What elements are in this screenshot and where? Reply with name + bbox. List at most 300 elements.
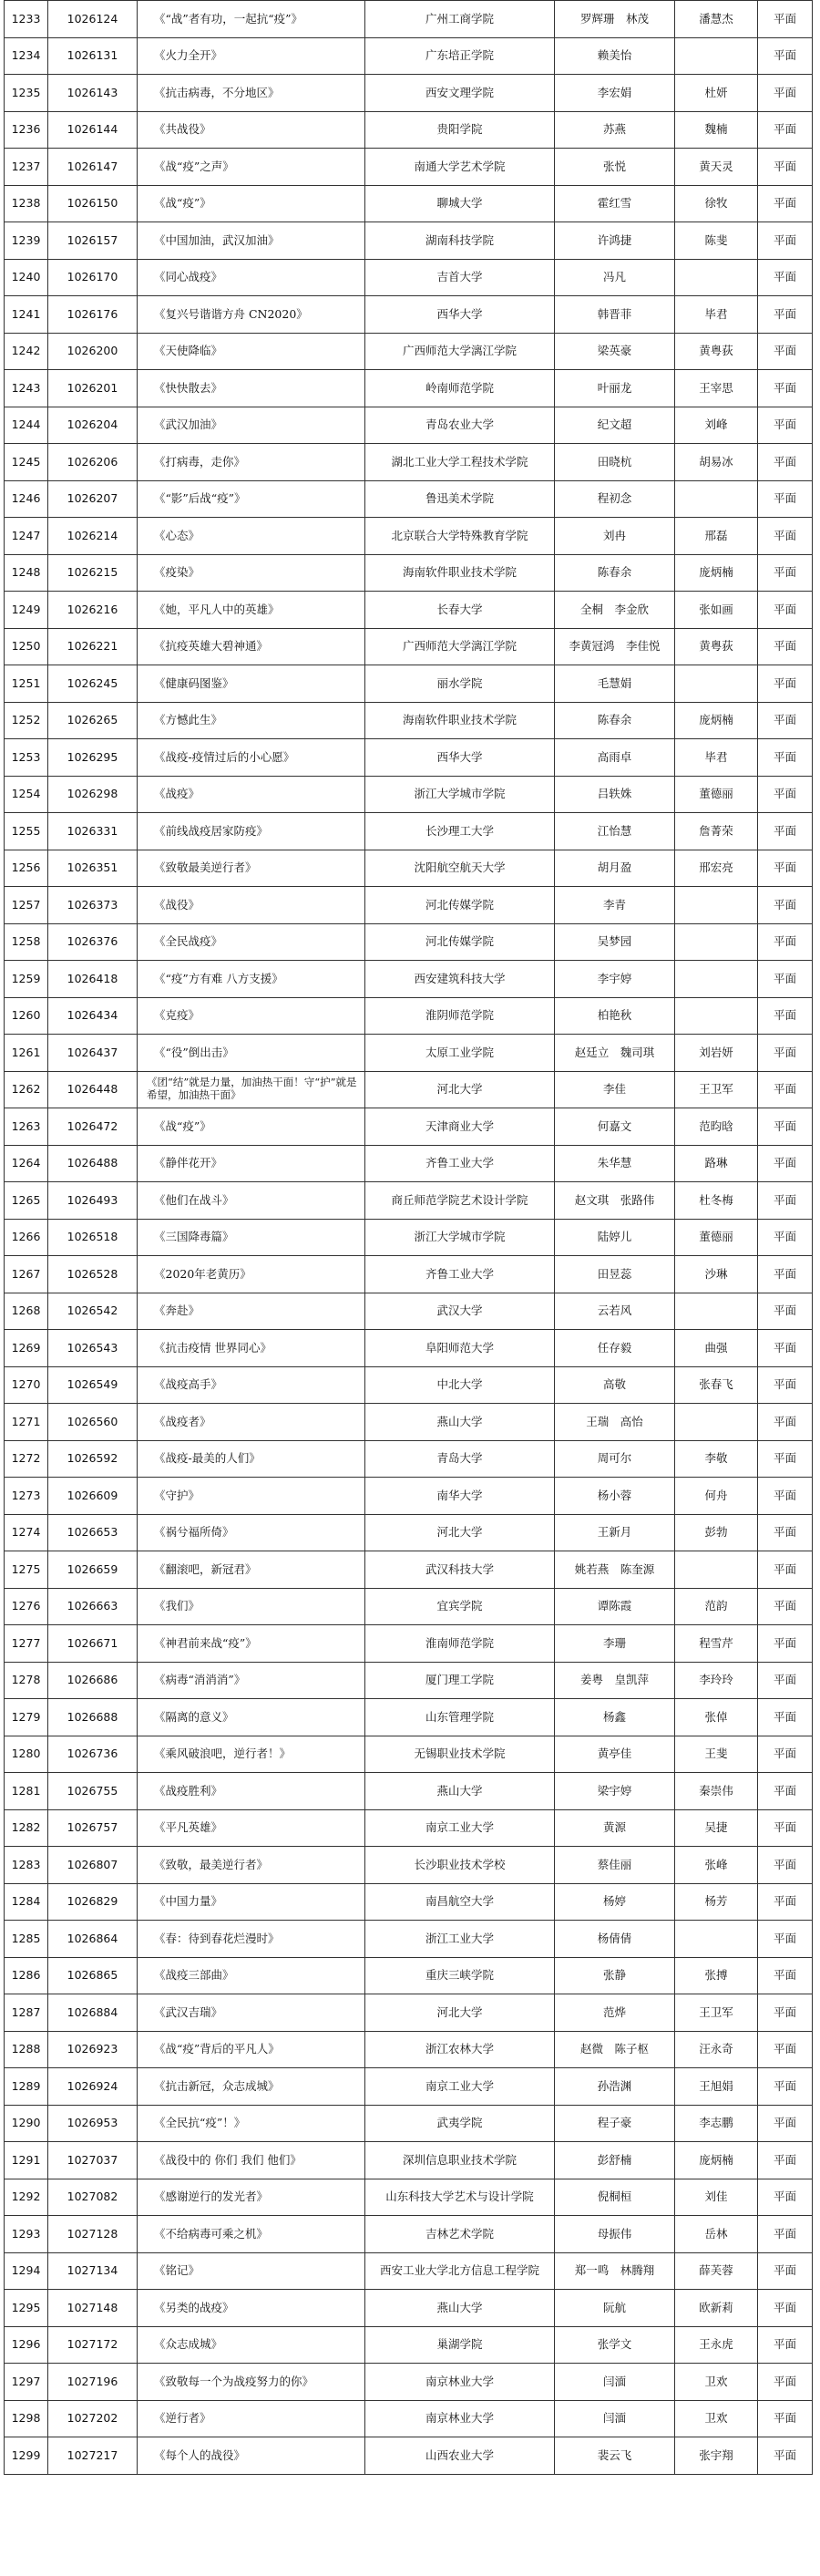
category: 平面 bbox=[758, 1736, 813, 1773]
work-title: 《祸兮福所倚》 bbox=[138, 1514, 365, 1551]
category: 平面 bbox=[758, 2142, 813, 2179]
work-title: 《抗疫英雄大碧神通》 bbox=[138, 628, 365, 665]
table-row bbox=[5, 75, 813, 112]
table-row bbox=[5, 2326, 813, 2364]
category: 平面 bbox=[758, 850, 813, 887]
author-names: 赵微 陈子枢 bbox=[555, 2031, 675, 2068]
entry-id: 1026245 bbox=[48, 665, 138, 703]
category: 平面 bbox=[758, 111, 813, 149]
row-number: 1250 bbox=[5, 628, 48, 665]
school-name: 武汉大学 bbox=[365, 1293, 555, 1330]
entry-id: 1026144 bbox=[48, 111, 138, 149]
table-row bbox=[5, 850, 813, 887]
advisor-name: 吴捷 bbox=[675, 1809, 758, 1847]
school-name: 中北大学 bbox=[365, 1366, 555, 1404]
entry-id: 1026736 bbox=[48, 1736, 138, 1773]
table-row bbox=[5, 259, 813, 296]
author-names: 何嘉文 bbox=[555, 1108, 675, 1146]
table-row bbox=[5, 185, 813, 222]
entry-id: 1027148 bbox=[48, 2290, 138, 2327]
row-number: 1266 bbox=[5, 1219, 48, 1256]
work-title: 《战“疫”背后的平凡人》 bbox=[138, 2031, 365, 2068]
author-names: 梁英豪 bbox=[555, 333, 675, 370]
row-number: 1296 bbox=[5, 2326, 48, 2364]
entry-id: 1026549 bbox=[48, 1366, 138, 1404]
row-number: 1291 bbox=[5, 2142, 48, 2179]
category: 平面 bbox=[758, 628, 813, 665]
advisor-name: 庞炳楠 bbox=[675, 2142, 758, 2179]
category: 平面 bbox=[758, 997, 813, 1035]
entry-id: 1026757 bbox=[48, 1809, 138, 1847]
author-names: 赵文琪 张路伟 bbox=[555, 1182, 675, 1220]
school-name: 湖北工业大学工程技术学院 bbox=[365, 444, 555, 481]
category: 平面 bbox=[758, 2252, 813, 2290]
school-name: 阜阳师范大学 bbox=[365, 1330, 555, 1367]
advisor-name bbox=[675, 923, 758, 961]
work-title: 《战疫》 bbox=[138, 776, 365, 813]
advisor-name bbox=[675, 665, 758, 703]
entry-id: 1026150 bbox=[48, 185, 138, 222]
work-title: 《我们》 bbox=[138, 1588, 365, 1625]
work-title: 《快快散去》 bbox=[138, 370, 365, 407]
advisor-name: 毕君 bbox=[675, 296, 758, 334]
category: 平面 bbox=[758, 1809, 813, 1847]
category: 平面 bbox=[758, 887, 813, 924]
advisor-name: 范昀晗 bbox=[675, 1108, 758, 1146]
advisor-name bbox=[675, 480, 758, 518]
school-name: 山东管理学院 bbox=[365, 1699, 555, 1736]
author-names: 刘冉 bbox=[555, 518, 675, 555]
work-title: 《奔赴》 bbox=[138, 1293, 365, 1330]
author-names: 赵廷立 魏司琪 bbox=[555, 1035, 675, 1072]
advisor-name: 邢磊 bbox=[675, 518, 758, 555]
table-row bbox=[5, 961, 813, 998]
entry-id: 1026200 bbox=[48, 333, 138, 370]
row-number: 1249 bbox=[5, 592, 48, 629]
category: 平面 bbox=[758, 1921, 813, 1958]
entry-id: 1026437 bbox=[48, 1035, 138, 1072]
entry-id: 1026214 bbox=[48, 518, 138, 555]
entry-id: 1026518 bbox=[48, 1219, 138, 1256]
entry-id: 1026884 bbox=[48, 1994, 138, 2032]
table-row bbox=[5, 1145, 813, 1182]
work-title: 《铭记》 bbox=[138, 2252, 365, 2290]
school-name: 浙江大学城市学院 bbox=[365, 1219, 555, 1256]
table-row bbox=[5, 2179, 813, 2216]
category: 平面 bbox=[758, 813, 813, 850]
category: 平面 bbox=[758, 2326, 813, 2364]
advisor-name: 张峰 bbox=[675, 1847, 758, 1884]
entry-id: 1026351 bbox=[48, 850, 138, 887]
table-row bbox=[5, 997, 813, 1035]
advisor-name: 李志鹏 bbox=[675, 2105, 758, 2142]
table-row bbox=[5, 1478, 813, 1515]
work-title: 《翻滚吧，新冠君》 bbox=[138, 1551, 365, 1589]
advisor-name: 王旭娟 bbox=[675, 2068, 758, 2106]
category: 平面 bbox=[758, 149, 813, 186]
table-row bbox=[5, 1330, 813, 1367]
category: 平面 bbox=[758, 480, 813, 518]
row-number: 1276 bbox=[5, 1588, 48, 1625]
school-name: 山西农业大学 bbox=[365, 2437, 555, 2475]
row-number: 1268 bbox=[5, 1293, 48, 1330]
work-title: 《致敬最美逆行者》 bbox=[138, 850, 365, 887]
work-title: 《武汉加油》 bbox=[138, 407, 365, 444]
table-row bbox=[5, 1736, 813, 1773]
table-row bbox=[5, 554, 813, 592]
school-name: 聊城大学 bbox=[365, 185, 555, 222]
advisor-name: 胡易冰 bbox=[675, 444, 758, 481]
table-row bbox=[5, 1883, 813, 1921]
table-row bbox=[5, 1551, 813, 1589]
work-title: 《战役》 bbox=[138, 887, 365, 924]
author-names: 柏艳秋 bbox=[555, 997, 675, 1035]
work-title: 《共战役》 bbox=[138, 111, 365, 149]
school-name: 长沙职业技术学校 bbox=[365, 1847, 555, 1884]
work-title: 《平凡英雄》 bbox=[138, 1809, 365, 1847]
work-title: 《致敬每一个为战疫努力的你》 bbox=[138, 2364, 365, 2401]
row-number: 1237 bbox=[5, 149, 48, 186]
row-number: 1271 bbox=[5, 1404, 48, 1441]
author-names: 李黄冠鸿 李佳悦 bbox=[555, 628, 675, 665]
advisor-name bbox=[675, 1921, 758, 1958]
table-row bbox=[5, 2105, 813, 2142]
author-names: 冯凡 bbox=[555, 259, 675, 296]
row-number: 1289 bbox=[5, 2068, 48, 2106]
row-number: 1251 bbox=[5, 665, 48, 703]
category: 平面 bbox=[758, 702, 813, 739]
work-title: 《战疫高手》 bbox=[138, 1366, 365, 1404]
school-name: 河北传媒学院 bbox=[365, 923, 555, 961]
row-number: 1258 bbox=[5, 923, 48, 961]
category: 平面 bbox=[758, 1108, 813, 1146]
author-names: 程初念 bbox=[555, 480, 675, 518]
advisor-name: 庞炳楠 bbox=[675, 702, 758, 739]
advisor-name: 黄天灵 bbox=[675, 149, 758, 186]
school-name: 淮南师范学院 bbox=[365, 1625, 555, 1663]
row-number: 1283 bbox=[5, 1847, 48, 1884]
entry-id: 1026265 bbox=[48, 702, 138, 739]
entry-id: 1026923 bbox=[48, 2031, 138, 2068]
advisor-name bbox=[675, 259, 758, 296]
school-name: 岭南师范学院 bbox=[365, 370, 555, 407]
entry-id: 1026688 bbox=[48, 1699, 138, 1736]
work-title: 《战疫者》 bbox=[138, 1404, 365, 1441]
work-title: 《每个人的战役》 bbox=[138, 2437, 365, 2475]
row-number: 1235 bbox=[5, 75, 48, 112]
category: 平面 bbox=[758, 1, 813, 38]
school-name: 齐鲁工业大学 bbox=[365, 1145, 555, 1182]
row-number: 1238 bbox=[5, 185, 48, 222]
entry-id: 1026659 bbox=[48, 1551, 138, 1589]
advisor-name: 杨芳 bbox=[675, 1883, 758, 1921]
row-number: 1233 bbox=[5, 1, 48, 38]
row-number: 1294 bbox=[5, 2252, 48, 2290]
entry-id: 1026542 bbox=[48, 1293, 138, 1330]
category: 平面 bbox=[758, 1219, 813, 1256]
row-number: 1281 bbox=[5, 1773, 48, 1810]
work-title: 《“役”倒出击》 bbox=[138, 1035, 365, 1072]
work-title: 《武汉吉瑞》 bbox=[138, 1994, 365, 2032]
category: 平面 bbox=[758, 1293, 813, 1330]
category: 平面 bbox=[758, 1662, 813, 1699]
category: 平面 bbox=[758, 2105, 813, 2142]
row-number: 1267 bbox=[5, 1256, 48, 1293]
school-name: 齐鲁工业大学 bbox=[365, 1256, 555, 1293]
entry-id: 1026373 bbox=[48, 887, 138, 924]
work-title: 《战“疫”》 bbox=[138, 1108, 365, 1146]
category: 平面 bbox=[758, 444, 813, 481]
work-title: 《乘风破浪吧，逆行者！》 bbox=[138, 1736, 365, 1773]
entry-id: 1027202 bbox=[48, 2400, 138, 2437]
row-number: 1286 bbox=[5, 1957, 48, 1994]
work-title: 《2020年老黄历》 bbox=[138, 1256, 365, 1293]
school-name: 南京林业大学 bbox=[365, 2400, 555, 2437]
category: 平面 bbox=[758, 1699, 813, 1736]
table-row bbox=[5, 111, 813, 149]
entry-id: 1026143 bbox=[48, 75, 138, 112]
entry-id: 1026560 bbox=[48, 1404, 138, 1441]
row-number: 1245 bbox=[5, 444, 48, 481]
entry-id: 1026176 bbox=[48, 296, 138, 334]
school-name: 广西师范大学漓江学院 bbox=[365, 628, 555, 665]
advisor-name: 杜妍 bbox=[675, 75, 758, 112]
row-number: 1241 bbox=[5, 296, 48, 334]
category: 平面 bbox=[758, 1773, 813, 1810]
school-name: 燕山大学 bbox=[365, 1404, 555, 1441]
advisor-name: 李玲玲 bbox=[675, 1662, 758, 1699]
school-name: 广西师范大学漓江学院 bbox=[365, 333, 555, 370]
author-names: 杨鑫 bbox=[555, 1699, 675, 1736]
advisor-name: 王卫军 bbox=[675, 1994, 758, 2032]
entry-id: 1026207 bbox=[48, 480, 138, 518]
school-name: 燕山大学 bbox=[365, 1773, 555, 1810]
entry-id: 1026592 bbox=[48, 1440, 138, 1478]
row-number: 1284 bbox=[5, 1883, 48, 1921]
advisor-name: 黄粤荻 bbox=[675, 333, 758, 370]
advisor-name: 魏楠 bbox=[675, 111, 758, 149]
advisor-name: 王宰思 bbox=[675, 370, 758, 407]
table-row bbox=[5, 1219, 813, 1256]
category: 平面 bbox=[758, 961, 813, 998]
advisor-name: 李敬 bbox=[675, 1440, 758, 1478]
school-name: 青岛农业大学 bbox=[365, 407, 555, 444]
entry-id: 1026671 bbox=[48, 1625, 138, 1663]
table-row bbox=[5, 1514, 813, 1551]
row-number: 1262 bbox=[5, 1071, 48, 1108]
work-title: 《中国加油，武汉加油》 bbox=[138, 222, 365, 260]
work-title: 《“疫”方有难 八方支援》 bbox=[138, 961, 365, 998]
category: 平面 bbox=[758, 554, 813, 592]
work-title: 《隔离的意义》 bbox=[138, 1699, 365, 1736]
advisor-name: 张搏 bbox=[675, 1957, 758, 1994]
advisor-name: 邢宏亮 bbox=[675, 850, 758, 887]
table-row bbox=[5, 333, 813, 370]
table-row bbox=[5, 1773, 813, 1810]
author-names: 闫湎 bbox=[555, 2364, 675, 2401]
work-title: 《致敬，最美逆行者》 bbox=[138, 1847, 365, 1884]
advisor-name: 路琳 bbox=[675, 1145, 758, 1182]
school-name: 厦门理工学院 bbox=[365, 1662, 555, 1699]
row-number: 1265 bbox=[5, 1182, 48, 1220]
row-number: 1297 bbox=[5, 2364, 48, 2401]
author-names: 高雨卓 bbox=[555, 739, 675, 777]
row-number: 1247 bbox=[5, 518, 48, 555]
school-name: 吉林艺术学院 bbox=[365, 2216, 555, 2253]
entry-id: 1026418 bbox=[48, 961, 138, 998]
table-row bbox=[5, 739, 813, 777]
row-number: 1278 bbox=[5, 1662, 48, 1699]
entry-id: 1026609 bbox=[48, 1478, 138, 1515]
school-name: 海南软件职业技术学院 bbox=[365, 554, 555, 592]
row-number: 1282 bbox=[5, 1809, 48, 1847]
author-names: 程子豪 bbox=[555, 2105, 675, 2142]
school-name: 宜宾学院 bbox=[365, 1588, 555, 1625]
table-row bbox=[5, 222, 813, 260]
school-name: 南京工业大学 bbox=[365, 1809, 555, 1847]
table-row bbox=[5, 1921, 813, 1958]
school-name: 丽水学院 bbox=[365, 665, 555, 703]
category: 平面 bbox=[758, 2179, 813, 2216]
author-names: 田昱蕊 bbox=[555, 1256, 675, 1293]
work-title: 《静伴花开》 bbox=[138, 1145, 365, 1182]
author-names: 郑一鸣 林腾翔 bbox=[555, 2252, 675, 2290]
entry-id: 1026434 bbox=[48, 997, 138, 1035]
row-number: 1279 bbox=[5, 1699, 48, 1736]
table-row bbox=[5, 407, 813, 444]
work-title: 《战“疫”》 bbox=[138, 185, 365, 222]
entry-id: 1026295 bbox=[48, 739, 138, 777]
school-name: 河北传媒学院 bbox=[365, 887, 555, 924]
entry-id: 1026157 bbox=[48, 222, 138, 260]
entry-id: 1026215 bbox=[48, 554, 138, 592]
category: 平面 bbox=[758, 1478, 813, 1515]
category: 平面 bbox=[758, 259, 813, 296]
advisor-name: 董德丽 bbox=[675, 776, 758, 813]
entry-id: 1027037 bbox=[48, 2142, 138, 2179]
table-row bbox=[5, 2142, 813, 2179]
entry-id: 1026663 bbox=[48, 1588, 138, 1625]
school-name: 海南软件职业技术学院 bbox=[365, 702, 555, 739]
entry-id: 1027134 bbox=[48, 2252, 138, 2290]
category: 平面 bbox=[758, 1256, 813, 1293]
category: 平面 bbox=[758, 776, 813, 813]
table-row bbox=[5, 1182, 813, 1220]
work-title: 《火力全开》 bbox=[138, 37, 365, 75]
author-names: 陈春余 bbox=[555, 554, 675, 592]
table-row bbox=[5, 2364, 813, 2401]
category: 平面 bbox=[758, 296, 813, 334]
advisor-name: 庞炳楠 bbox=[675, 554, 758, 592]
school-name: 广东培正学院 bbox=[365, 37, 555, 75]
author-names: 王瑞 高怡 bbox=[555, 1404, 675, 1441]
author-names: 杨婷 bbox=[555, 1883, 675, 1921]
row-number: 1242 bbox=[5, 333, 48, 370]
author-names: 王新月 bbox=[555, 1514, 675, 1551]
author-names: 阮航 bbox=[555, 2290, 675, 2327]
category: 平面 bbox=[758, 1625, 813, 1663]
advisor-name: 王斐 bbox=[675, 1736, 758, 1773]
advisor-name: 沙琳 bbox=[675, 1256, 758, 1293]
school-name: 沈阳航空航天大学 bbox=[365, 850, 555, 887]
table-row bbox=[5, 2437, 813, 2475]
author-names: 田晓杭 bbox=[555, 444, 675, 481]
work-title: 《不给病毒可乘之机》 bbox=[138, 2216, 365, 2253]
row-number: 1260 bbox=[5, 997, 48, 1035]
work-title: 《战疫三部曲》 bbox=[138, 1957, 365, 1994]
author-names: 倪桐桓 bbox=[555, 2179, 675, 2216]
advisor-name: 卫欢 bbox=[675, 2400, 758, 2437]
category: 平面 bbox=[758, 370, 813, 407]
row-number: 1236 bbox=[5, 111, 48, 149]
advisor-name: 程雪芹 bbox=[675, 1625, 758, 1663]
work-title: 《打病毒，走你》 bbox=[138, 444, 365, 481]
entry-id: 1027196 bbox=[48, 2364, 138, 2401]
table-row bbox=[5, 1071, 813, 1108]
advisor-name: 张宇翔 bbox=[675, 2437, 758, 2475]
advisor-name bbox=[675, 887, 758, 924]
category: 平面 bbox=[758, 1957, 813, 1994]
school-name: 淮阴师范学院 bbox=[365, 997, 555, 1035]
entry-id: 1026472 bbox=[48, 1108, 138, 1146]
category: 平面 bbox=[758, 222, 813, 260]
work-title: 《心态》 bbox=[138, 518, 365, 555]
school-name: 西华大学 bbox=[365, 739, 555, 777]
author-names: 江怡慧 bbox=[555, 813, 675, 850]
advisor-name: 陈斐 bbox=[675, 222, 758, 260]
work-title: 《她，平凡人中的英雄》 bbox=[138, 592, 365, 629]
author-names: 范烨 bbox=[555, 1994, 675, 2032]
author-names: 陈春余 bbox=[555, 702, 675, 739]
row-number: 1290 bbox=[5, 2105, 48, 2142]
author-names: 谭陈霞 bbox=[555, 1588, 675, 1625]
work-title: 《感谢逆行的发光者》 bbox=[138, 2179, 365, 2216]
work-title: 《神君前来战“疫”》 bbox=[138, 1625, 365, 1663]
category: 平面 bbox=[758, 2068, 813, 2106]
school-name: 河北大学 bbox=[365, 1071, 555, 1108]
row-number: 1252 bbox=[5, 702, 48, 739]
category: 平面 bbox=[758, 185, 813, 222]
work-title: 《战役中的 你们 我们 他们》 bbox=[138, 2142, 365, 2179]
work-title: 《逆行者》 bbox=[138, 2400, 365, 2437]
work-title: 《抗击疫情 世界同心》 bbox=[138, 1330, 365, 1367]
author-names: 闫湎 bbox=[555, 2400, 675, 2437]
entry-id: 1027172 bbox=[48, 2326, 138, 2364]
category: 平面 bbox=[758, 923, 813, 961]
row-number: 1263 bbox=[5, 1108, 48, 1146]
school-name: 浙江大学城市学院 bbox=[365, 776, 555, 813]
table-row bbox=[5, 37, 813, 75]
row-number: 1240 bbox=[5, 259, 48, 296]
school-name: 南华大学 bbox=[365, 1478, 555, 1515]
entry-id: 1026298 bbox=[48, 776, 138, 813]
table-row bbox=[5, 628, 813, 665]
advisor-name bbox=[675, 37, 758, 75]
work-title: 《病毒“消消消”》 bbox=[138, 1662, 365, 1699]
advisor-name: 秦崇伟 bbox=[675, 1773, 758, 1810]
row-number: 1288 bbox=[5, 2031, 48, 2068]
row-number: 1246 bbox=[5, 480, 48, 518]
advisor-name: 彭勃 bbox=[675, 1514, 758, 1551]
row-number: 1274 bbox=[5, 1514, 48, 1551]
advisor-name: 杜冬梅 bbox=[675, 1182, 758, 1220]
entry-id: 1026331 bbox=[48, 813, 138, 850]
advisor-name: 毕君 bbox=[675, 739, 758, 777]
author-names: 母振伟 bbox=[555, 2216, 675, 2253]
row-number: 1264 bbox=[5, 1145, 48, 1182]
table-row bbox=[5, 1035, 813, 1072]
table-row bbox=[5, 1440, 813, 1478]
